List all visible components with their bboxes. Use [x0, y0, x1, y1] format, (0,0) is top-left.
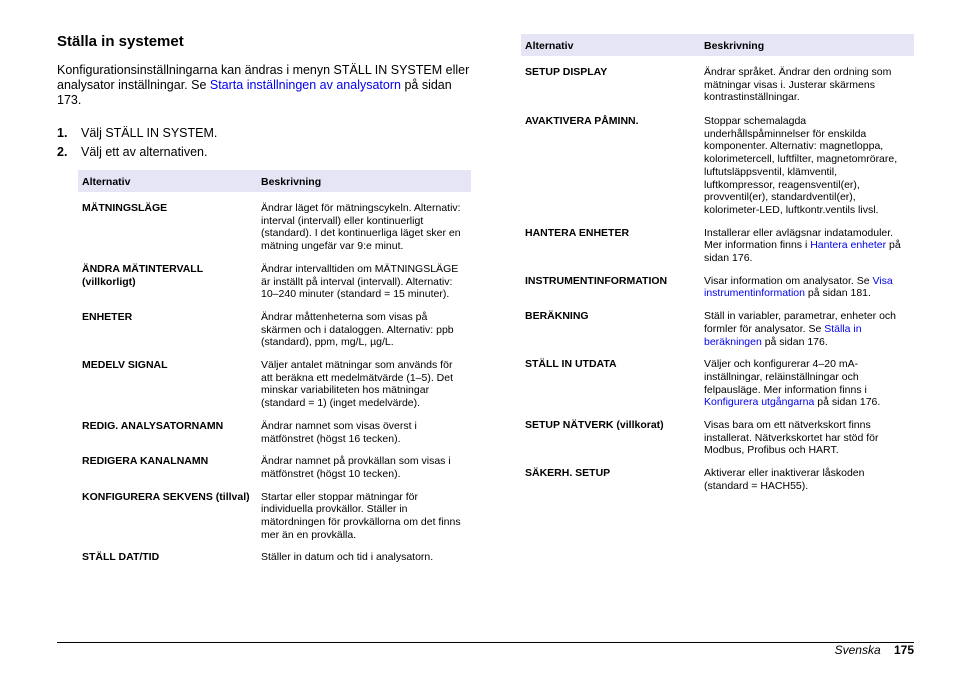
option-name: MEDELV SIGNAL: [82, 359, 168, 372]
option-description: [700, 300, 914, 348]
option-description: Ändrar namnet som visas överst i mätfönstret (högst 16 tecken).: [261, 419, 417, 445]
option-description: [700, 348, 914, 409]
left-options-table: [78, 170, 471, 564]
description-text-after: på sidan 176.: [704, 239, 901, 265]
option-name: STÄLL IN UTDATA: [525, 358, 617, 371]
intro-paragraph: [57, 63, 471, 108]
option-description: Ställer in datum och tid i analysatorn.: [261, 551, 434, 564]
description-text: Visar information om analysator. Se: [704, 274, 873, 287]
option-description: Ändrar måttenheterna som visas på skärmen och i dataloggen. Alternativ: ppb (standard), ppm, mg/L, µg/L.: [261, 310, 454, 349]
option-description: Ändrar intervalltiden om MÄTNINGSLÄGE är inställt på interval (intervall). Alternativ: 10–240 minuter (standard = 15 minuter).: [261, 262, 459, 301]
step-item: [57, 143, 471, 162]
table-row: [78, 349, 471, 410]
option-name: HANTERA ENHETER: [525, 226, 630, 239]
option-description: Ändrar namnet på provkällan som visas i mätfönstret (högst 10 tecken).: [261, 455, 451, 480]
option-description: [700, 105, 914, 217]
option-name: SETUP DISPLAY: [525, 66, 608, 78]
description-text: Ändrar språket. Ändrar den ordning som mätningar visas i. Justerar skärmens kontrastinställningar.: [704, 66, 892, 104]
option-name: KONFIGURERA SEKVENS (tillval): [82, 490, 250, 503]
option-name: ENHETER: [82, 310, 133, 323]
description-text-after: på sidan 176.: [761, 335, 828, 348]
header-beskrivning: Beskrivning: [700, 34, 914, 56]
table-row: [78, 541, 471, 564]
option-name: REDIG. ANALYSATORNAMN: [82, 419, 224, 432]
option-description: [700, 265, 914, 300]
table-row: [78, 253, 471, 301]
table-row: [521, 56, 914, 105]
table-row: [78, 301, 471, 349]
option-description: Startar eller stoppar mätningar för individuella provkällor. Ställer in mätordningen för provkällorna om det finns mer än en provkälla.: [261, 490, 461, 541]
step-text: Välj ett av alternativen.: [81, 145, 208, 159]
description-link[interactable]: Visa instrumentinformation: [704, 274, 893, 300]
footer-divider: [57, 642, 914, 643]
option-description: [700, 457, 914, 492]
table-header-row: [78, 170, 471, 192]
description-text: Väljer och konfigurerar 4–20 mA-inställningar, reläinställningar och felpausläge. Mer information finns i: [704, 358, 867, 396]
description-link[interactable]: Hantera enheter: [810, 239, 887, 252]
header-alternativ: Alternativ: [521, 34, 700, 56]
table-row: [78, 481, 471, 542]
table-header-row: [521, 34, 914, 56]
option-description: Ändrar läget för mätningscykeln. Alternativ: interval (intervall) eller kontinuerligt (standard). I det kontinuerliga läget sker en mätning ungefär var 9:e minut.: [261, 202, 461, 253]
table-row: [78, 192, 471, 253]
option-name: INSTRUMENTINFORMATION: [525, 274, 668, 287]
description-link[interactable]: Ställa in beräkningen: [704, 322, 862, 348]
step-item: [57, 124, 471, 143]
table-row: [521, 300, 914, 348]
right-options-table: [521, 34, 914, 493]
right-column: [521, 34, 914, 493]
intro-link[interactable]: Starta inställningen av analysatorn: [209, 78, 401, 92]
option-description: [700, 56, 914, 105]
table-row: [521, 457, 914, 492]
table-row: [78, 445, 471, 480]
option-name: ÄNDRA MÄTINTERVALL (villkorligt): [82, 262, 203, 288]
header-alternativ: Alternativ: [78, 170, 257, 192]
option-name: STÄLL DAT/TID: [82, 551, 160, 564]
table-row: [521, 348, 914, 409]
table-row: [521, 265, 914, 300]
footer-language: Svenska: [834, 643, 881, 657]
option-name: SETUP NÄTVERK (villkorat): [525, 419, 664, 432]
description-text: Stoppar schemalagda underhållspåminnelser för enskilda komponenter. Alternativ: magnetloppa, kolorimetercell, luftfilter, magnetomrörare, luftutsläppsventil, klämventil, luftkompressor, reagensventil(er), provventil(er), standardventil(er), kolorimeter-LED, luftkontr.ventils livsl.: [704, 115, 898, 216]
option-description: [700, 409, 914, 457]
description-text: Aktiverar eller inaktiverar låskoden (standard = HACH55).: [704, 467, 865, 492]
intro-text-before: Konfigurationsinställningarna kan ändras i menyn STÄLL IN SYSTEM eller analysator inställningar. Se: [57, 63, 470, 92]
description-text: Installerar eller avlägsnar indatamoduler. Mer information finns i: [704, 226, 894, 252]
description-text-after: på sidan 181.: [804, 287, 871, 300]
option-name: SÄKERH. SETUP: [525, 467, 611, 480]
table-row: [78, 410, 471, 445]
step-number: 2.: [57, 145, 68, 159]
description-text: Visas bara om ett nätverkskort finns installerat. Nätverkskortet har stöd för Modbus, Profibus och HART.: [704, 419, 879, 457]
option-name: BERÄKNING: [525, 310, 589, 323]
description-link[interactable]: Konfigurera utgångarna: [704, 396, 815, 409]
page-footer: [835, 643, 914, 657]
option-name: REDIGERA KANALNAMN: [82, 455, 209, 468]
table-row: [521, 217, 914, 265]
steps-list: [57, 124, 471, 162]
option-description: [700, 217, 914, 265]
option-name: MÄTNINGSLÄGE: [82, 202, 168, 214]
left-column: [57, 33, 471, 564]
table-row: [521, 105, 914, 217]
step-text: Välj STÄLL IN SYSTEM.: [81, 126, 218, 140]
table-row: [521, 409, 914, 457]
option-name: AVAKTIVERA PÅMINN.: [525, 115, 639, 127]
intro-text-after: på sidan 173.: [57, 78, 452, 107]
header-beskrivning: Beskrivning: [257, 170, 471, 192]
step-number: 1.: [57, 126, 68, 140]
description-text: Ställ in variabler, parametrar, enheter och formler för analysator. Se: [704, 310, 897, 335]
page-number: 175: [893, 643, 914, 657]
section-heading: Ställa in systemet: [57, 33, 184, 50]
option-description: Väljer antalet mätningar som används för att beräkna ett medelmätvärde (1–5). Det minskar variabiliteten hos mätningar (standard = 1) (inget medelvärde).: [261, 359, 454, 410]
description-text-after: på sidan 176.: [814, 396, 881, 409]
